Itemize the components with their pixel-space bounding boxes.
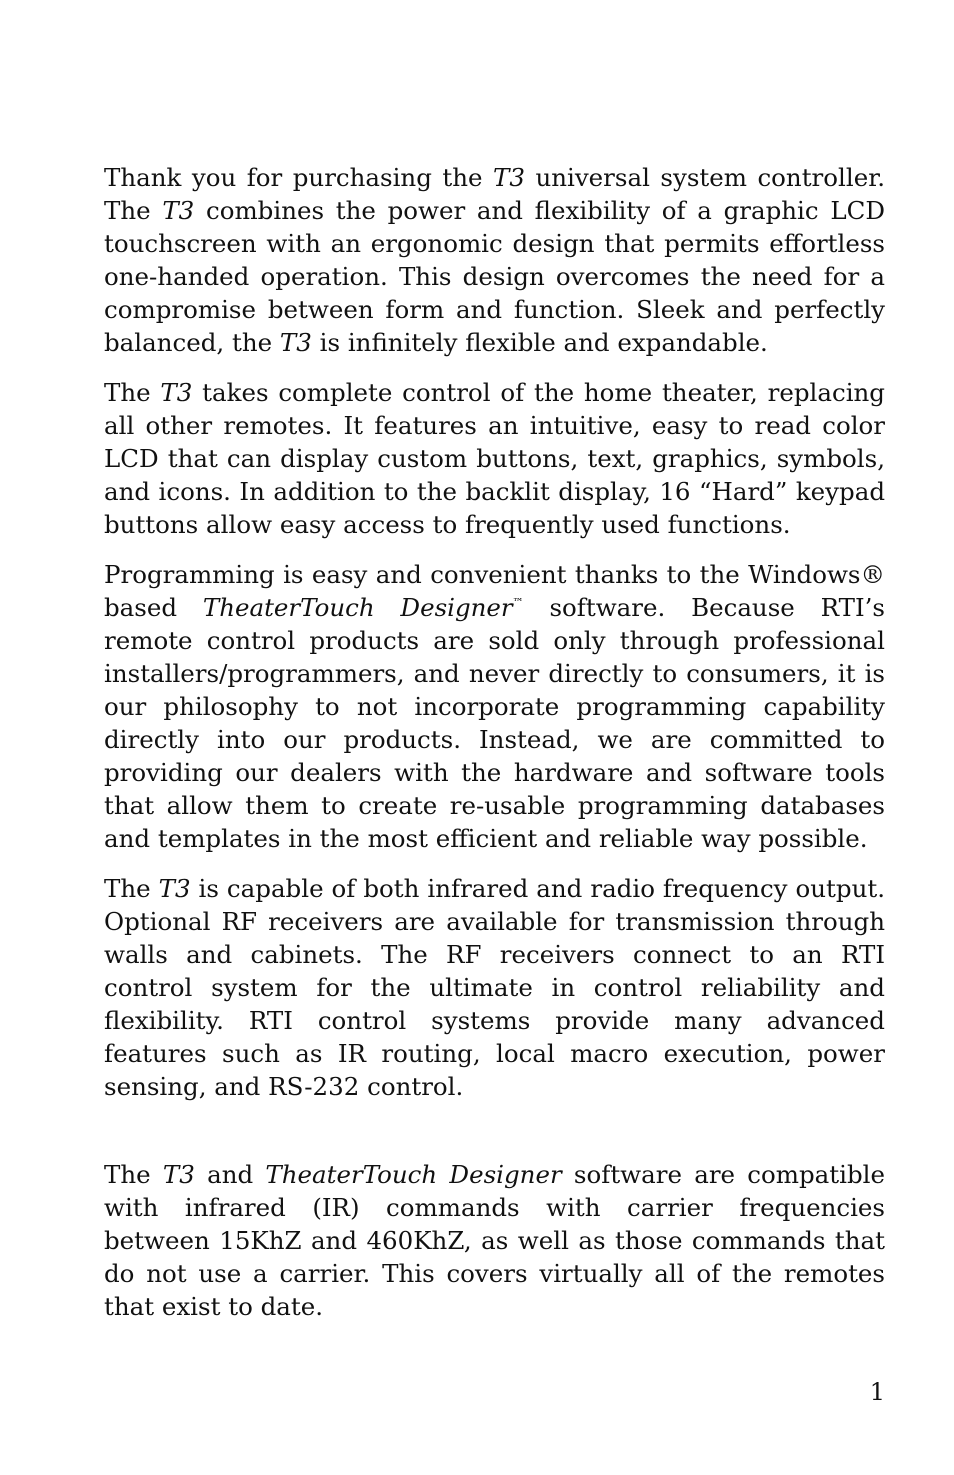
text-run: takes complete control of the home theater, replacing all other remotes. It features an intuitive, easy to read color LCD that can display custom buttons, text, graphics, symbols, and icons. In addition to the backlit display, 16 “Hard” keypad buttons allow easy access to frequently used functions. — [104, 378, 885, 539]
product-name-italic: T3 — [158, 874, 191, 903]
introduction-section — [104, 161, 885, 1103]
intro-paragraph-2 — [104, 376, 885, 541]
product-name-italic: T3 — [162, 196, 195, 225]
product-name-italic: T3 — [279, 328, 312, 357]
product-name-italic: T3 — [162, 1160, 195, 1189]
intro-paragraph-3 — [104, 558, 885, 855]
software-name-italic: TheaterTouch Designer — [265, 1160, 562, 1189]
text-run: The — [104, 378, 161, 407]
text-run: The — [104, 874, 159, 903]
text-run: The — [104, 1160, 163, 1189]
software-name-italic: TheaterTouch Designer — [202, 593, 513, 622]
product-name-italic: T3 — [160, 378, 193, 407]
page-number: 1 — [869, 1378, 885, 1406]
text-run: software are compatible with infrared (IR) commands with carrier frequencies between 15KhZ and 460KhZ, as well as those commands that do not use a carrier. This covers virtually all of the remotes that exist to date. — [104, 1160, 885, 1321]
intro-paragraph-4 — [104, 872, 885, 1103]
text-run: is capable of both infrared and radio frequency output. Optional RF receivers are available for transmission through walls and cabinets. The RF receivers connect to an RTI control system for the ultimate in control reliability and flexibility. RTI control systems provide many advanced features such as IR routing, local macro execution, power sensing, and RS-232 control. — [104, 874, 885, 1101]
text-run: software. Because RTI’s remote control products are sold only through professional installers/programmers, and never directly to consumers, it is our philosophy to not incorporate programming capability directly into our products. Instead, we are committed to providing our dealers with the hardware and software tools that allow them to create re-usable programming databases and templates in the most efficient and reliable way possible. — [104, 593, 885, 853]
text-run: Thank you for purchasing the — [104, 163, 494, 192]
compatibility-section — [104, 1158, 885, 1323]
compat-paragraph-1 — [104, 1158, 885, 1323]
text-run: universal system controller. The — [104, 163, 885, 225]
product-name-italic: T3 — [493, 163, 525, 192]
text-run: is infinitely flexible and expandable. — [311, 328, 768, 357]
trademark-symbol: ™ — [512, 596, 524, 609]
text-run: combines the power and flexibility of a graphic LCD touchscreen with an ergonomic design that permits effortless one-handed operation. This design overcomes the need for a compromise between form and function. Sleek and perfectly balanced, the — [104, 196, 885, 357]
text-run: and — [194, 1160, 266, 1189]
text-run: Programming is easy and convenient thanks to the Windows® based — [104, 560, 885, 622]
intro-paragraph-1 — [104, 161, 885, 359]
